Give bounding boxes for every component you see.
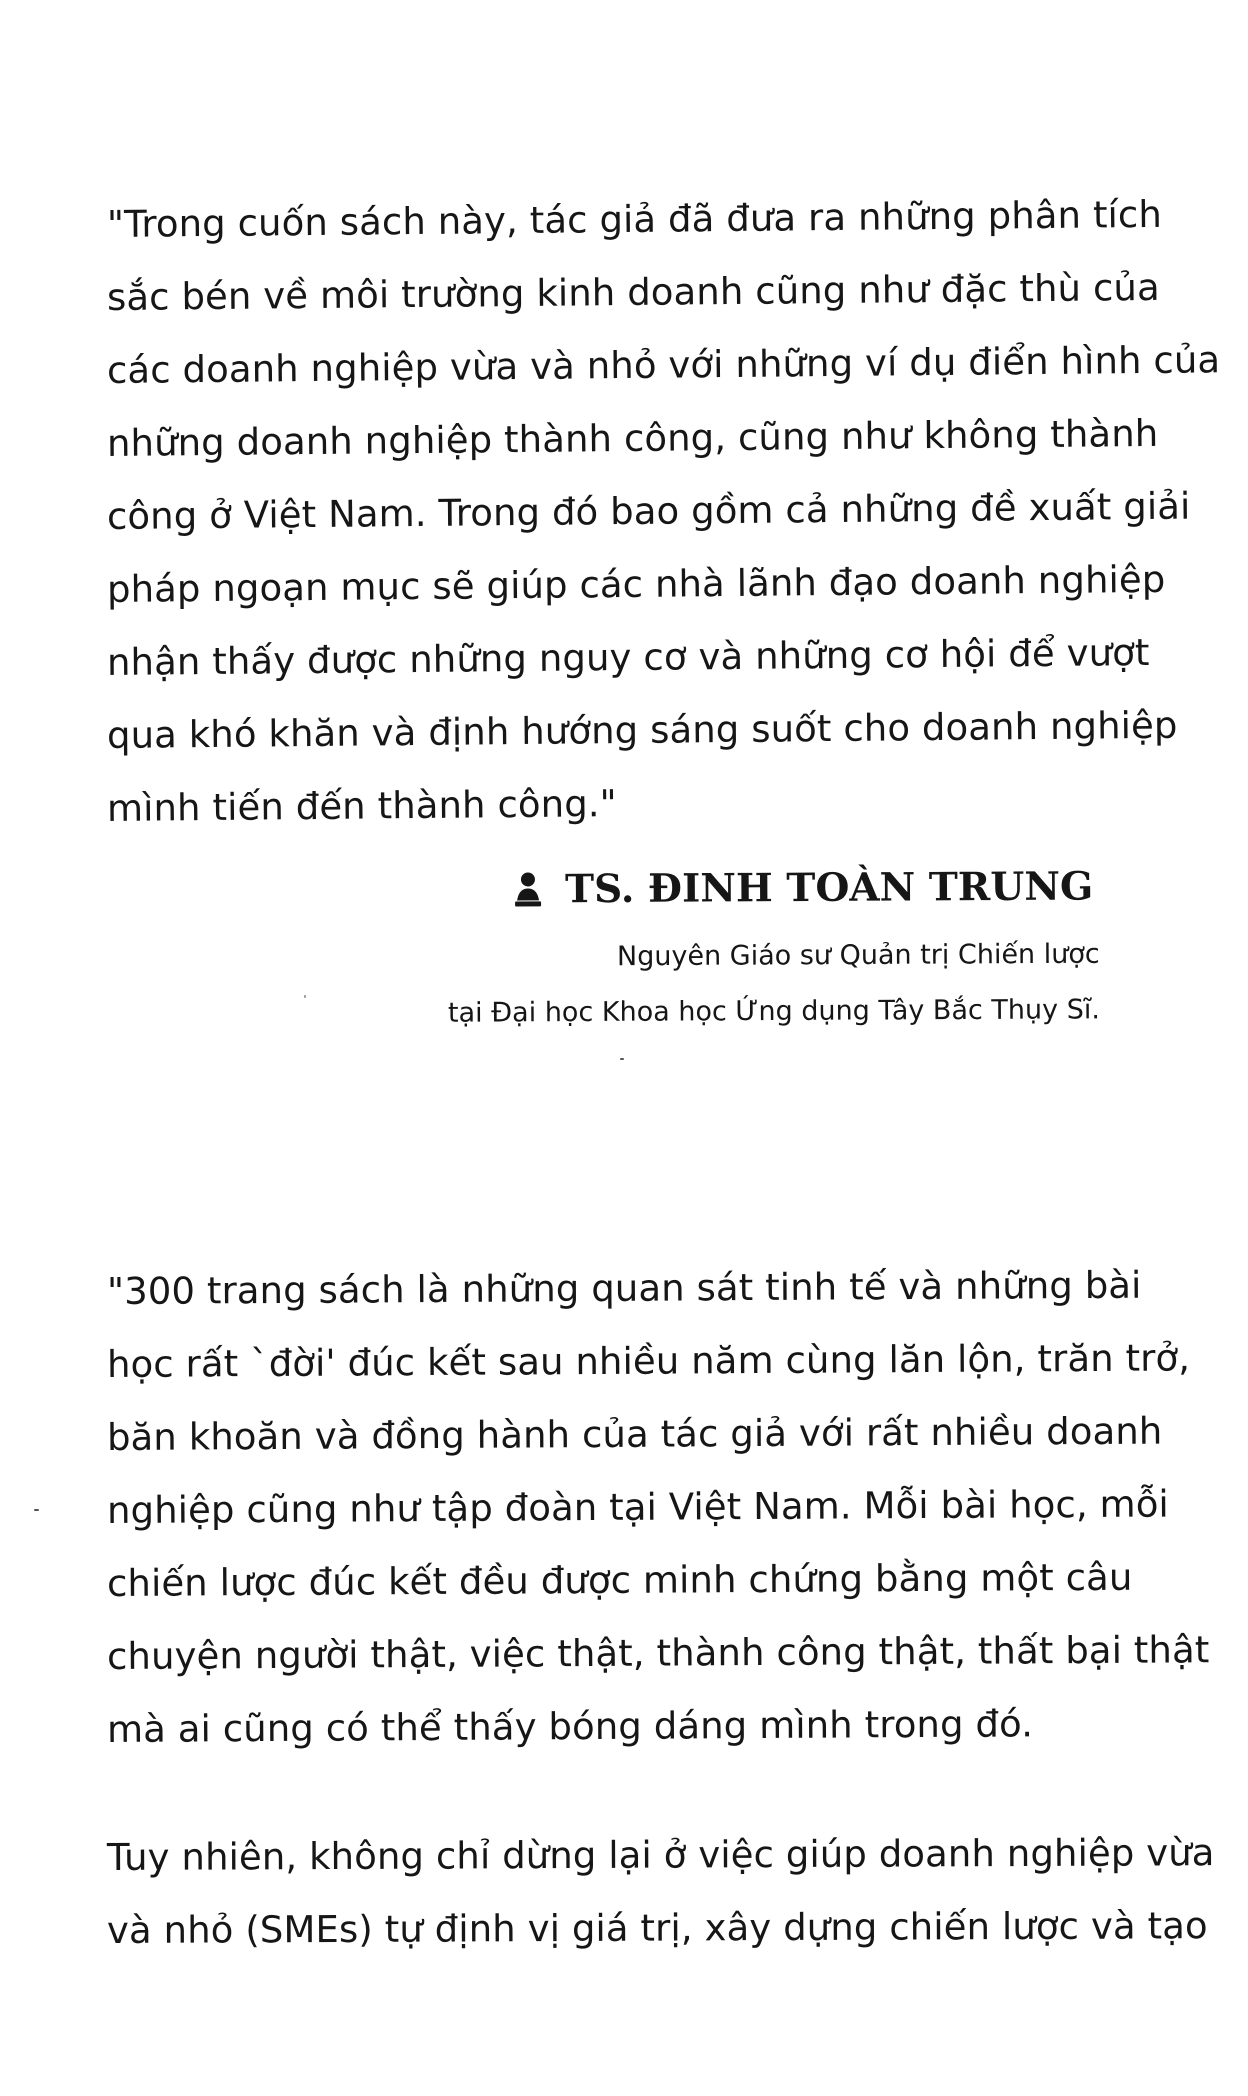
author-role-line-2: tại Đại học Khoa học Ứng dụng Tây Bắc Thụy Sĩ. xyxy=(448,994,1101,1029)
quote-2-line: mà ai cũng có thể thấy bóng dáng mình trong đó. xyxy=(106,1702,1034,1751)
quote-2-line: băn khoăn và đồng hành của tác giả với rất nhiều doanh xyxy=(106,1409,1163,1459)
quote-1-line: pháp ngoạn mục sẽ giúp các nhà lãnh đạo doanh nghiệp xyxy=(106,557,1166,611)
quote-2-line: học rất `đời' đúc kết sau nhiều năm cùng lăn lộn, trăn trở, xyxy=(106,1336,1191,1386)
quote-2-line: chuyện người thật, việc thật, thành công thật, thất bại thật xyxy=(106,1628,1210,1678)
quote-1-line: nhận thấy được những nguy cơ và những cơ hội để vượt xyxy=(106,630,1150,684)
quote-1-line: công ở Việt Nam. Trong đó bao gồm cả những đề xuất giải xyxy=(106,484,1191,538)
paragraph-3-line: và nhỏ (SMEs) tự định vị giá trị, xây dựng chiến lược và tạo xyxy=(106,1904,1208,1952)
quote-1-line: những doanh nghiệp thành công, cũng như không thành xyxy=(106,411,1159,465)
person-icon xyxy=(513,870,543,908)
quote-1-line: sắc bén về môi trường kinh doanh cũng như đặc thù của xyxy=(106,265,1160,319)
paragraph-3-line: Tuy nhiên, không chỉ dừng lại ở việc giúp doanh nghiệp vừa xyxy=(106,1831,1215,1879)
quote-2-line: "300 trang sách là những quan sát tinh tế và những bài xyxy=(106,1263,1142,1313)
quote-1-line: các doanh nghiệp vừa và nhỏ với những ví dụ điển hình của xyxy=(106,338,1221,392)
author-role-line-1: Nguyên Giáo sư Quản trị Chiến lược xyxy=(617,938,1101,973)
quote-2-line: chiến lược đúc kết đều được minh chứng bằng một câu xyxy=(106,1555,1133,1605)
quote-1-line: mình tiến đến thành công." xyxy=(106,782,617,830)
quote-1-line: "Trong cuốn sách này, tác giả đã đưa ra những phân tích xyxy=(106,192,1163,246)
quote-1-line: qua khó khăn và định hướng sáng suốt cho doanh nghiệp xyxy=(106,703,1178,757)
quote-2-line: nghiệp cũng như tập đoàn tại Việt Nam. Mỗi bài học, mỗi xyxy=(106,1482,1169,1532)
scan-speck xyxy=(304,995,306,998)
author-name-row xyxy=(513,860,1093,915)
scan-speck xyxy=(34,1509,39,1511)
scan-speck xyxy=(620,1058,624,1060)
author-name: TS. ĐINH TOÀN TRUNG xyxy=(564,863,1094,913)
